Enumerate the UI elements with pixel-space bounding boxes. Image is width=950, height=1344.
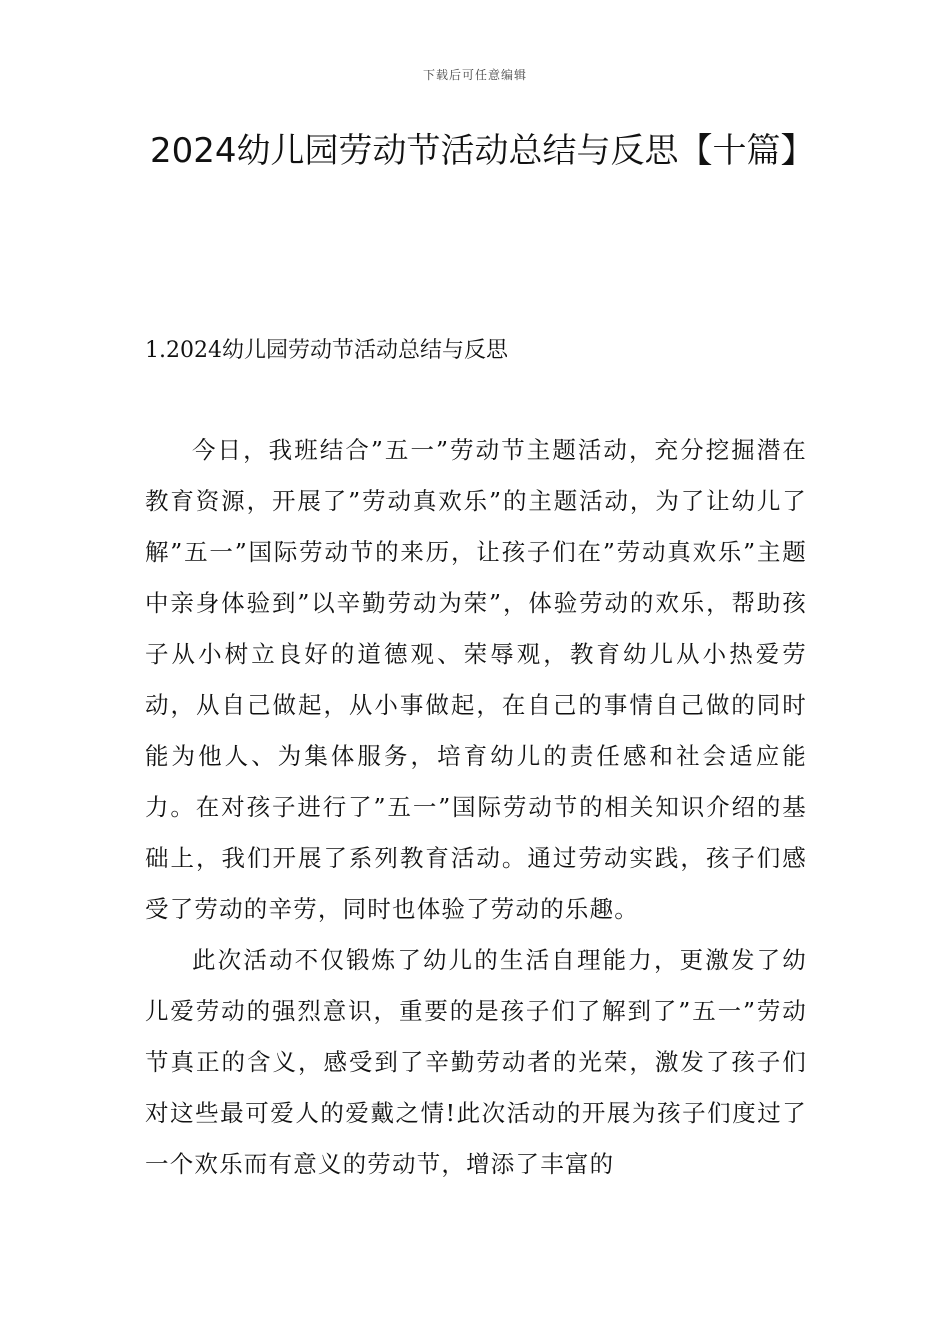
document-title: 2024幼儿园劳动节活动总结与反思【十篇】 (150, 131, 815, 171)
body-text (145, 425, 807, 1190)
header-note: 下载后可任意编辑 (422, 68, 527, 82)
section-heading: 1.2024幼儿园劳动节活动总结与反思 (145, 338, 508, 363)
paragraph: 此次活动不仅锻炼了幼儿的生活自理能力，更激发了幼儿爱劳动的强烈意识，重要的是孩子们了解到了”五一”劳动节真正的含义，感受到了辛勤劳动者的光荣，激发了孩子们对这些最可爱人的爱戴之情!此次活动的开展为孩子们度过了一个欢乐而有意义的劳动节，增添了丰富的 (145, 946, 807, 1178)
paragraph: 今日，我班结合”五一”劳动节主题活动，充分挖掘潜在教育资源，开展了”劳动真欢乐”的主题活动，为了让幼儿了解”五一”国际劳动节的来历，让孩子们在”劳动真欢乐”主题中亲身体验到”以辛勤劳动为荣”，体验劳动的欢乐，帮助孩子从小树立良好的道德观、荣辱观，教育幼儿从小热爱劳动，从自己做起，从小事做起，在自己的事情自己做的同时能为他人、为集体服务，培育幼儿的责任感和社会适应能力。在对孩子进行了”五一”国际劳动节的相关知识介绍的基础上，我们开展了系列教育活动。通过劳动实践，孩子们感受了劳动的辛劳，同时也体验了劳动的乐趣。 (145, 436, 807, 923)
